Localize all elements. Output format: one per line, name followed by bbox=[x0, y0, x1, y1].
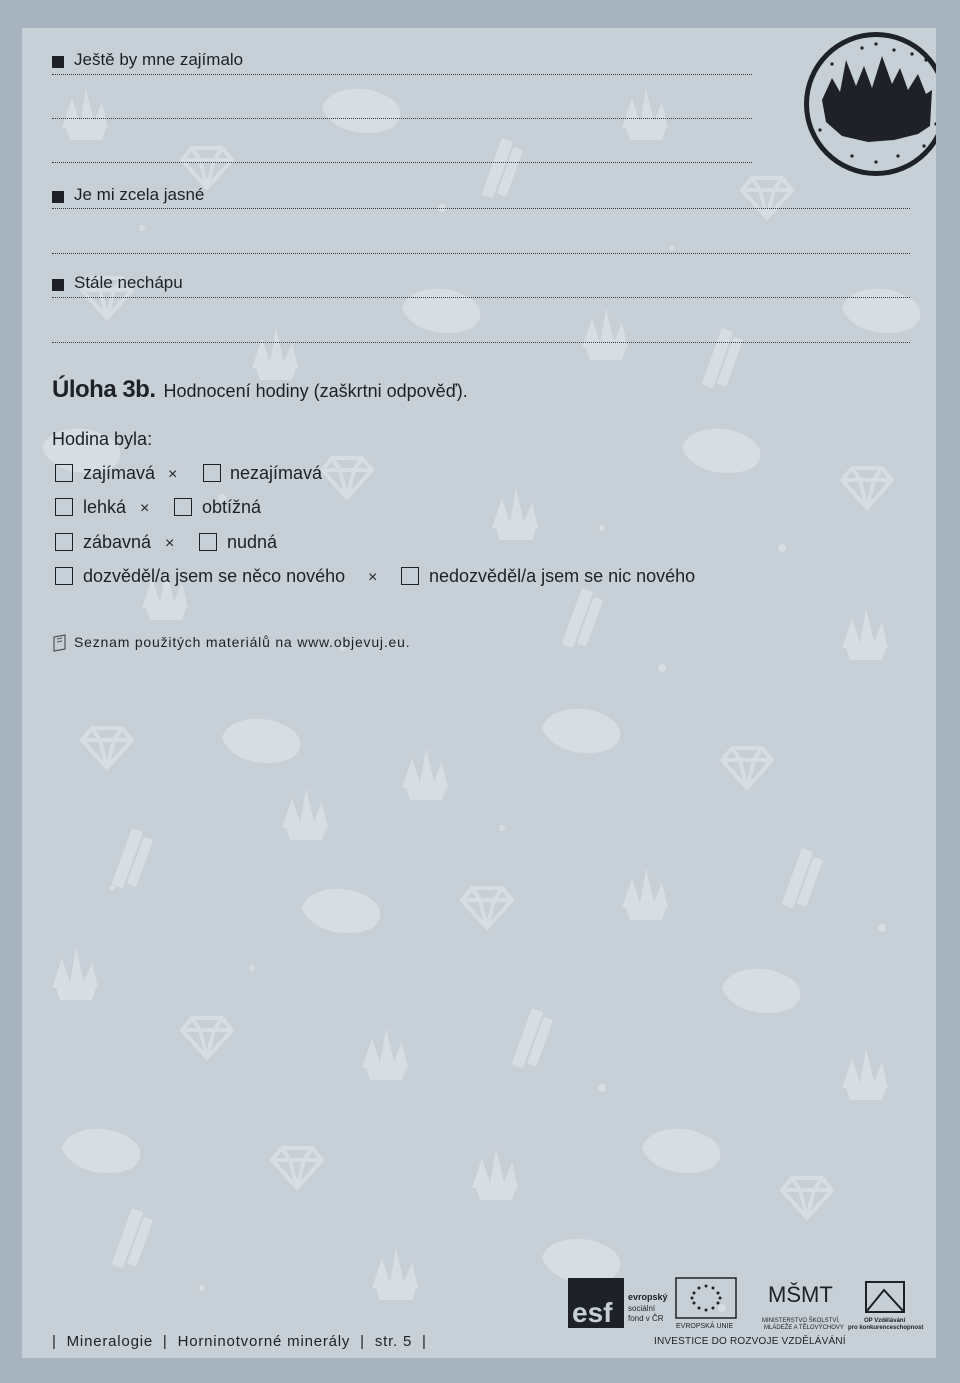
write-line[interactable] bbox=[52, 297, 910, 298]
eu-flag-icon bbox=[676, 1278, 736, 1318]
svg-text:MINISTERSTVO ŠKOLSTVÍ,: MINISTERSTVO ŠKOLSTVÍ, bbox=[762, 1318, 840, 1324]
svg-text:evropský: evropský bbox=[628, 1292, 668, 1302]
task-instruction: Hodnocení hodiny (zaškrtni odpověď). bbox=[163, 381, 468, 401]
write-line[interactable] bbox=[52, 118, 752, 119]
bullet-square-icon bbox=[52, 56, 64, 68]
checkbox-nezajimava[interactable] bbox=[203, 464, 221, 482]
task-title: Úloha 3b. bbox=[52, 376, 156, 403]
footer-page: str. 5 bbox=[374, 1333, 413, 1350]
option-label: nedozvěděl/a jsem se nic nového bbox=[429, 566, 696, 586]
option-label: zábavná bbox=[83, 532, 152, 552]
option-label: obtížná bbox=[202, 497, 262, 517]
svg-text:pro konkurenceschopnost: pro konkurenceschopnost bbox=[848, 1325, 924, 1331]
write-line[interactable] bbox=[52, 74, 752, 75]
svg-text:OP Vzdělávání: OP Vzdělávání bbox=[864, 1318, 906, 1324]
option-label: lehká bbox=[83, 497, 127, 517]
footer-subject: Mineralogie bbox=[66, 1333, 153, 1350]
footer-breadcrumb: | Mineralogie | Horninotvorné minerály | str. 5 | bbox=[52, 1333, 427, 1350]
task-heading bbox=[52, 376, 468, 404]
references-note: Seznam použitých materiálů na www.objevuj.eu. bbox=[74, 634, 411, 650]
worksheet-page bbox=[22, 28, 936, 1358]
checkbox-zabavna[interactable] bbox=[55, 533, 73, 551]
separator: × bbox=[168, 466, 178, 483]
separator: × bbox=[140, 500, 150, 517]
svg-text:fond v ČR: fond v ČR bbox=[628, 1314, 664, 1323]
separator: × bbox=[368, 569, 378, 586]
section-label-interested: Ještě by mne zajímalo bbox=[74, 50, 244, 69]
op-logo-icon bbox=[866, 1282, 904, 1312]
msmt-logo: MŠMT bbox=[768, 1282, 833, 1307]
checkbox-lehka[interactable] bbox=[55, 498, 73, 516]
svg-text:sociální: sociální bbox=[628, 1304, 656, 1313]
section-label-unclear: Stále nechápu bbox=[74, 273, 183, 292]
investice-slogan: INVESTICE DO ROZVOJE VZDĚLÁVÁNÍ bbox=[654, 1336, 846, 1347]
svg-text:MLÁDEŽE A TĚLOVÝCHOVY: MLÁDEŽE A TĚLOVÝCHOVY bbox=[764, 1325, 844, 1331]
option-label: nezajímavá bbox=[230, 463, 323, 483]
write-line[interactable] bbox=[52, 208, 910, 209]
separator: × bbox=[165, 535, 175, 552]
checkbox-nedozvedel[interactable] bbox=[401, 567, 419, 585]
option-label: zajímavá bbox=[83, 463, 156, 483]
checkbox-nudna[interactable] bbox=[199, 533, 217, 551]
reference-book-icon bbox=[52, 634, 68, 652]
svg-text:EVROPSKÁ UNIE: EVROPSKÁ UNIE bbox=[676, 1323, 734, 1330]
esf-logo: esf bbox=[572, 1297, 613, 1328]
checkbox-zajimava[interactable] bbox=[55, 464, 73, 482]
crystal-badge-icon bbox=[802, 30, 936, 178]
option-label: dozvěděl/a jsem se něco nového bbox=[83, 566, 346, 586]
write-line[interactable] bbox=[52, 162, 752, 163]
section-label-clear: Je mi zcela jasné bbox=[74, 185, 205, 204]
checkbox-obtizna[interactable] bbox=[174, 498, 192, 516]
footer-topic: Horninotvorné minerály bbox=[177, 1333, 351, 1350]
write-line[interactable] bbox=[52, 253, 910, 254]
option-label: nudná bbox=[227, 532, 278, 552]
bullet-square-icon bbox=[52, 191, 64, 203]
write-line[interactable] bbox=[52, 342, 910, 343]
task-prompt: Hodina byla: bbox=[52, 429, 153, 449]
bullet-square-icon bbox=[52, 279, 64, 291]
checkbox-dozvedel[interactable] bbox=[55, 567, 73, 585]
